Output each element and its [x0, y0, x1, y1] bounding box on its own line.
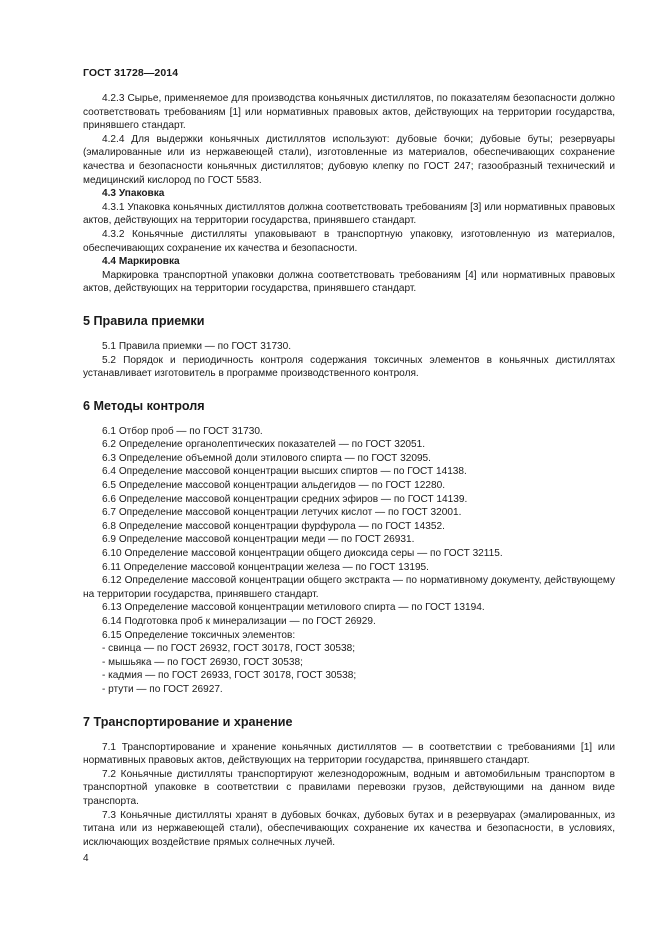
paragraph-4-2-3: 4.2.3 Сырье, применяемое для производства коньячных дистиллятов, по показателям безопасности должно соответствовать требованиям [1] или нормативных правовых актов, действующих на территории государства, принявшего стандарт.: [83, 93, 615, 132]
toxic-element-item: - кадмия — по ГОСТ 26933, ГОСТ 30178, ГОСТ 30538;: [102, 670, 357, 682]
toxic-element-item: - свинца — по ГОСТ 26932, ГОСТ 30178, ГОСТ 30538;: [102, 643, 356, 655]
list-item: 6.5 Определение массовой концентрации альдегидов — по ГОСТ 12280.: [102, 480, 446, 492]
paragraph-7-1: 7.1 Транспортирование и хранение коньячных дистиллятов — в соответствии с требованиями [1] или нормативных правовых актов, действующих на территории государства, принявшего стандарт.: [83, 741, 615, 767]
paragraph-6-12: 6.12 Определение массовой концентрации общего экстракта — по нормативному документу, действующему на территории государства, принявшего стандарт.: [83, 575, 615, 600]
document-header: ГОСТ 31728—2014: [83, 67, 179, 79]
list-item: 6.8 Определение массовой концентрации фурфурола — по ГОСТ 14352.: [102, 520, 445, 532]
section-heading-5: 5 Правила приемки: [83, 313, 205, 328]
list-item: 6.1 Отбор проб — по ГОСТ 31730.: [102, 425, 263, 437]
list-item: 6.13 Определение массовой концентрации метилового спирта — по ГОСТ 13194.: [102, 602, 485, 614]
list-item: 6.2 Определение органолептических показателей — по ГОСТ 32051.: [102, 439, 426, 451]
list-item: 6.15 Определение токсичных элементов:: [102, 629, 296, 641]
paragraph-4-3-1: 4.3.1 Упаковка коньячных дистиллятов должна соответствовать требованиям [3] или нормативных правовых актов, действующих на территории государства, принявшего стандарт.: [83, 201, 615, 227]
toxic-element-item: - мышьяка — по ГОСТ 26930, ГОСТ 30538;: [102, 656, 303, 668]
section-heading-6: 6 Методы контроля: [83, 398, 205, 413]
list-item: 6.9 Определение массовой концентрации меди — по ГОСТ 26931.: [102, 534, 415, 546]
paragraph-4-4: Маркировка транспортной упаковки должна соответствовать требованиям [4] или нормативных правовых актов, действующих на территории государства, принявшего стандарт.: [83, 269, 615, 295]
paragraph-5-2: 5.2 Порядок и периодичность контроля содержания токсичных элементов в коньячных дистиллятах устанавливает изготовитель в программе производственного контроля.: [83, 354, 615, 380]
list-item: 6.4 Определение массовой концентрации высших спиртов — по ГОСТ 14138.: [102, 466, 467, 478]
paragraph-4-2-4: 4.2.4 Для выдержки коньячных дистиллятов используют: дубовые бочки; дубовые буты; резервуары (эмалированные или из нержавеющей стали), изготовленные из материалов, обеспечивающих сохранение качества и безопасности коньячных дистиллятов; дубовую клепку по ГОСТ 247; газообразный технический и медицинский кислород по ГОСТ 5583.: [83, 133, 615, 186]
paragraph-4-3-2: 4.3.2 Коньячные дистилляты упаковывают в транспортную упаковку, изготовленную из материалов, обеспечивающих сохранение их качества и безопасности.: [83, 228, 615, 254]
list-item: 6.10 Определение массовой концентрации общего диоксида серы — по ГОСТ 32115.: [102, 548, 503, 560]
list-item: 6.7 Определение массовой концентрации летучих кислот — по ГОСТ 32001.: [102, 507, 462, 519]
subsection-heading-4-3: 4.3 Упаковка: [102, 188, 165, 200]
list-item: 6.11 Определение массовой концентрации железа — по ГОСТ 13195.: [102, 561, 429, 573]
list-item: 6.3 Определение объемной доли этилового спирта — по ГОСТ 32095.: [102, 452, 431, 464]
toxic-element-item: - ртути — по ГОСТ 26927.: [102, 683, 223, 695]
list-item: 6.6 Определение массовой концентрации средних эфиров — по ГОСТ 14139.: [102, 493, 468, 505]
section-heading-7: 7 Транспортирование и хранение: [83, 714, 293, 729]
document-body: [83, 92, 615, 849]
list-item: 6.14 Подготовка проб к минерализации — по ГОСТ 26929.: [102, 616, 376, 627]
paragraph-7-2: 7.2 Коньячные дистилляты транспортируют железнодорожным, водным и автомобильным транспортом в транспортной упаковке в соответствии с правилами перевозки грузов, действующими на данном виде транспорта.: [83, 768, 615, 807]
paragraph-5-1: 5.1 Правила приемки — по ГОСТ 31730.: [102, 340, 292, 352]
subsection-heading-4-4: 4.4 Маркировка: [102, 256, 180, 268]
paragraph-7-3: 7.3 Коньячные дистилляты хранят в дубовых бочках, дубовых бутах и в резервуарах (эмалированных, из титана или из нержавеющей стали), обеспечивающих сохранение их качества и безопасности, в условиях, исключающих воздействие прямых солнечных лучей.: [83, 809, 615, 848]
page-number: 4: [83, 853, 89, 864]
